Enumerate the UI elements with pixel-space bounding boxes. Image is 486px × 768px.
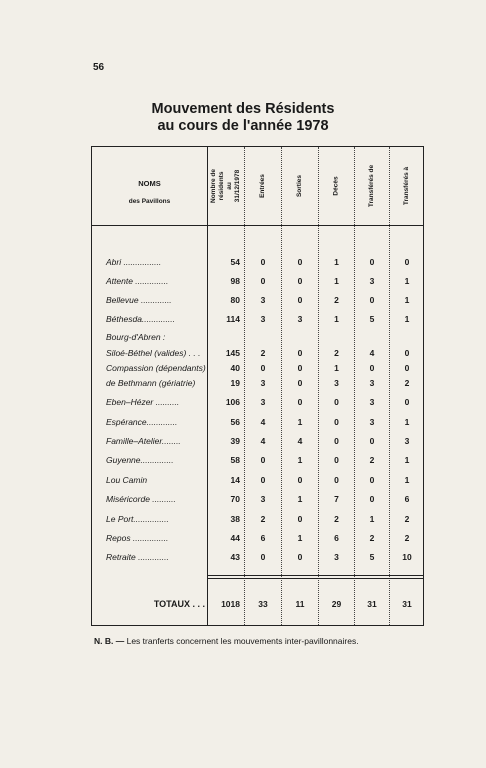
table-cell: 3 [260,314,266,324]
header-label: Entrées [258,174,266,198]
table-cell: 6 [334,533,339,543]
row-label: Compassion (dépendants) [106,363,206,373]
header-noms-title: NOMS [138,179,161,188]
table-cell: 145 [225,348,240,358]
table-cell: 80 [230,295,240,305]
table-cell: 1 [334,363,339,373]
totals-cell: 11 [295,599,305,609]
table-cell: 2 [369,533,375,543]
table-cell: 0 [260,257,266,267]
row-label: de Bethmann (gériatrie) [106,378,196,388]
table-cell: 4 [260,417,266,427]
totals-cell: 1018 [221,599,240,609]
table-cell: 0 [297,397,303,407]
table-cell: 4 [260,436,266,446]
table-cell: 1 [404,455,410,465]
table-cell: 38 [230,514,240,524]
row-label: Retraite ............. [106,552,169,562]
table-cell: 1 [334,276,339,286]
footnote [94,636,359,646]
table-cell: 0 [369,436,375,446]
table-cell: 14 [230,475,240,485]
table-cell: 1 [297,455,303,465]
table-cell: 44 [230,533,240,543]
table-cell: 56 [230,417,240,427]
row-label: Lou Camin [106,475,148,485]
table-cell: 0 [297,295,303,305]
table-cell: 0 [404,397,410,407]
header-noms-subtitle: des Pavillons [128,198,171,205]
table-cell: 1 [404,276,410,286]
row-label: Guyenne.............. [106,455,174,465]
row-label: Espérance............. [106,417,178,427]
header-label: Transférés à [403,166,410,206]
table-cell: 98 [230,276,240,286]
header-rule [92,225,423,226]
table-cell: 1 [334,314,339,324]
table-cell: 5 [369,552,375,562]
table-cell: 1 [404,475,410,485]
row-label: Bellevue ............. [106,295,172,305]
table-cell: 0 [404,348,410,358]
table-cell: 43 [230,552,240,562]
table-cell: 0 [334,455,339,465]
table-cell: 1 [404,417,410,427]
row-label: Repos ............... [106,533,169,543]
totals-cell: 31 [367,599,377,609]
table-cell: 2 [260,348,266,358]
totals-cell: 29 [331,599,342,609]
table-cell: 2 [334,514,339,524]
row-label: Siloé-Béthel (valides) . . . [106,348,201,358]
table-cell: 0 [334,436,339,446]
table-cell: 3 [369,417,375,427]
table-cell: 114 [226,314,240,324]
header-noms [92,175,207,211]
table-cell: 0 [334,397,339,407]
table-cell: 1 [334,257,339,267]
table-cell: 0 [334,417,339,427]
table-cell: 0 [297,276,303,286]
header-col-transferes-de [355,153,389,219]
table-cell: 58 [230,455,240,465]
table-cell: 0 [297,514,303,524]
table-cell: 0 [369,257,375,267]
header-label: Transférés de [368,164,375,208]
table-cell: 4 [369,348,375,358]
table-cell: 0 [297,348,303,358]
table-cell: 0 [260,475,266,485]
totals-label: TOTAUX . . . [153,599,205,609]
table-cell: 2 [334,295,339,305]
row-label: Attente .............. [106,276,169,286]
table-cell: 3 [334,378,339,388]
table-cell: 3 [297,314,303,324]
table-cell: 3 [260,295,266,305]
row-label: Le Port............... [106,514,169,524]
table-cell: 0 [369,363,375,373]
table-cell: 0 [297,552,303,562]
header-col-residents [208,153,244,219]
header-label: Nombre de résidents au 31/12/1978 [210,169,241,203]
residents-table [91,146,424,626]
table-cell: 5 [369,314,375,324]
table-cell: 1 [404,295,410,305]
row-label: Abri ................ [106,257,162,267]
header-col-sorties [282,153,318,219]
row-label: Famille–Atelier........ [106,436,181,446]
table-cell: 106 [225,397,240,407]
table-cell: 39 [230,436,240,446]
table-cell: 19 [230,378,240,388]
table-cell: 3 [369,276,375,286]
row-label: Bourg-d'Abren : [106,332,166,342]
table-cell: 2 [404,514,410,524]
table-cell: 0 [297,475,303,485]
table-cell: 6 [260,533,266,543]
table-cell: 40 [230,363,240,373]
table-cell: 1 [404,314,410,324]
table-cell: 0 [260,455,266,465]
table-cell: 0 [369,494,375,504]
footnote-prefix: N. B. — [94,636,125,646]
table-cell: 0 [369,475,375,485]
table-cell: 2 [260,514,266,524]
table-cell: 0 [260,276,266,286]
title-line-2: au cours de l'année 1978 [157,118,329,134]
table-cell: 3 [369,378,375,388]
table-cell: 3 [260,378,266,388]
table-cell: 1 [369,514,375,524]
table-cell: 1 [297,533,303,543]
row-label: Miséricorde .......... [106,494,176,504]
row-label: Béthesda.............. [106,314,175,324]
table-cell: 7 [334,494,339,504]
totals-rule-top [207,575,423,576]
header-label: Décès [332,176,340,196]
table-cell: 10 [402,552,412,562]
table-cell: 3 [369,397,375,407]
row-label: Eben–Hézer .......... [106,397,180,407]
table-cell: 0 [297,257,303,267]
table-cell: 0 [260,552,266,562]
table-cell: 3 [334,552,339,562]
table-cell: 4 [297,436,303,446]
table-cell: 0 [334,475,339,485]
page-title [0,101,486,135]
table-cell: 54 [230,257,240,267]
table-cell: 2 [404,378,410,388]
totals-cell: 31 [402,599,412,609]
table-cell: 70 [230,494,240,504]
table-cell: 0 [297,378,303,388]
totals-rule-bottom [207,578,423,579]
footnote-text: Les tranferts concernent les mouvements inter-pavillonnaires. [124,636,359,646]
table-cell: 0 [297,363,303,373]
table-cell: 0 [404,257,410,267]
table-cell: 0 [260,363,266,373]
table-cell: 3 [404,436,410,446]
table-cell: 2 [334,348,339,358]
table-cell: 0 [404,363,410,373]
header-col-entrees [245,153,281,219]
table-cell: 3 [260,397,266,407]
table-cell: 0 [369,295,375,305]
table-cell: 1 [297,494,303,504]
totals-cell: 33 [258,599,268,609]
table-cell: 2 [369,455,375,465]
table-cell: 3 [260,494,266,504]
page-number: 56 [93,62,105,73]
table-cell: 1 [297,417,303,427]
table-cell: 6 [404,494,410,504]
title-line-1: Mouvement des Résidents [151,101,335,117]
header-col-transferes-a [390,153,424,219]
header-label: Sorties [295,174,303,198]
table-cell: 2 [404,533,410,543]
header-col-deces [319,153,354,219]
